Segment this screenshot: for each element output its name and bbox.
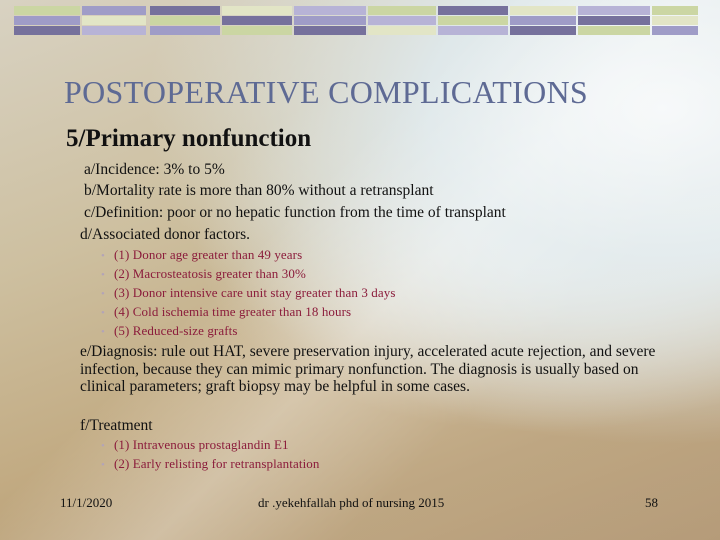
- slide-subtitle: 5/Primary nonfunction: [66, 125, 312, 152]
- list-item-text: (2) Early relisting for retransplantation: [113, 456, 320, 471]
- incidence-line: a/Incidence: 3% to 5%: [84, 161, 225, 178]
- banner-stripe: [578, 6, 650, 15]
- banner-stripe: [222, 6, 292, 15]
- banner-stripe: [82, 16, 146, 25]
- mortality-line: b/Mortality rate is more than 80% without a retransplant: [84, 182, 434, 199]
- banner-stripe: [652, 6, 698, 15]
- list-item: [101, 437, 289, 453]
- footer-author: dr .yekehfallah phd of nursing 2015: [258, 495, 445, 510]
- bullet-icon: •: [101, 307, 105, 319]
- slide-title: POSTOPERATIVE COMPLICATIONS: [64, 74, 589, 110]
- list-item-text: (1) Donor age greater than 49 years: [113, 247, 303, 262]
- decorative-banner: [0, 0, 720, 40]
- bullet-icon: •: [101, 269, 105, 281]
- banner-stripe: [150, 26, 220, 35]
- banner-stripe: [82, 6, 146, 15]
- banner-stripe: [438, 16, 508, 25]
- banner-stripe: [14, 6, 80, 15]
- list-item: [101, 266, 306, 282]
- banner-stripe: [150, 16, 220, 25]
- slide-number: 58: [645, 495, 658, 510]
- banner-stripe: [368, 16, 436, 25]
- banner-stripe: [578, 26, 650, 35]
- banner-stripe: [294, 16, 366, 25]
- banner-stripe: [14, 16, 80, 25]
- banner-stripe: [150, 6, 220, 15]
- list-item-text: (4) Cold ischemia time greater than 18 hours: [113, 304, 352, 319]
- banner-stripe: [510, 26, 576, 35]
- definition-line: c/Definition: poor or no hepatic function from the time of transplant: [84, 204, 506, 221]
- banner-stripe: [222, 16, 292, 25]
- footer-date: 11/1/2020: [60, 495, 113, 510]
- bullet-icon: •: [101, 250, 105, 262]
- list-item: [101, 285, 396, 301]
- bullet-icon: •: [101, 326, 105, 338]
- banner-stripe: [652, 16, 698, 25]
- banner-stripe: [510, 6, 576, 15]
- list-item-text: (3) Donor intensive care unit stay greater than 3 days: [113, 285, 396, 300]
- list-item: [101, 323, 238, 339]
- list-item: [101, 304, 351, 320]
- list-item: [101, 247, 302, 263]
- list-item-text: (2) Macrosteatosis greater than 30%: [113, 266, 306, 281]
- bullet-icon: •: [101, 440, 105, 452]
- bullet-icon: •: [101, 288, 105, 300]
- banner-stripe: [82, 26, 146, 35]
- banner-stripe: [14, 26, 80, 35]
- list-item-text: (1) Intravenous prostaglandin E1: [113, 437, 289, 452]
- banner-stripe: [438, 6, 508, 15]
- banner-stripe: [578, 16, 650, 25]
- banner-stripe: [368, 6, 436, 15]
- banner-stripe: [510, 16, 576, 25]
- donor-factors-heading: d/Associated donor factors.: [80, 226, 251, 243]
- treatment-heading: f/Treatment: [80, 417, 153, 434]
- list-item-text: (5) Reduced-size grafts: [113, 323, 238, 338]
- bullet-icon: •: [101, 459, 105, 471]
- banner-stripe: [652, 26, 698, 35]
- list-item: [101, 456, 319, 472]
- banner-stripe: [222, 26, 292, 35]
- diagnosis-paragraph: e/Diagnosis: rule out HAT, severe preservation injury, accelerated acute rejection, and severe infection, because they can mimic primary nonfunction. The diagnosis is usually based on clinical parameters; graft biopsy may be helpful in some cases.: [80, 343, 656, 395]
- banner-stripe: [368, 26, 436, 35]
- banner-stripe: [294, 26, 366, 35]
- banner-stripe: [438, 26, 508, 35]
- banner-stripe: [294, 6, 366, 15]
